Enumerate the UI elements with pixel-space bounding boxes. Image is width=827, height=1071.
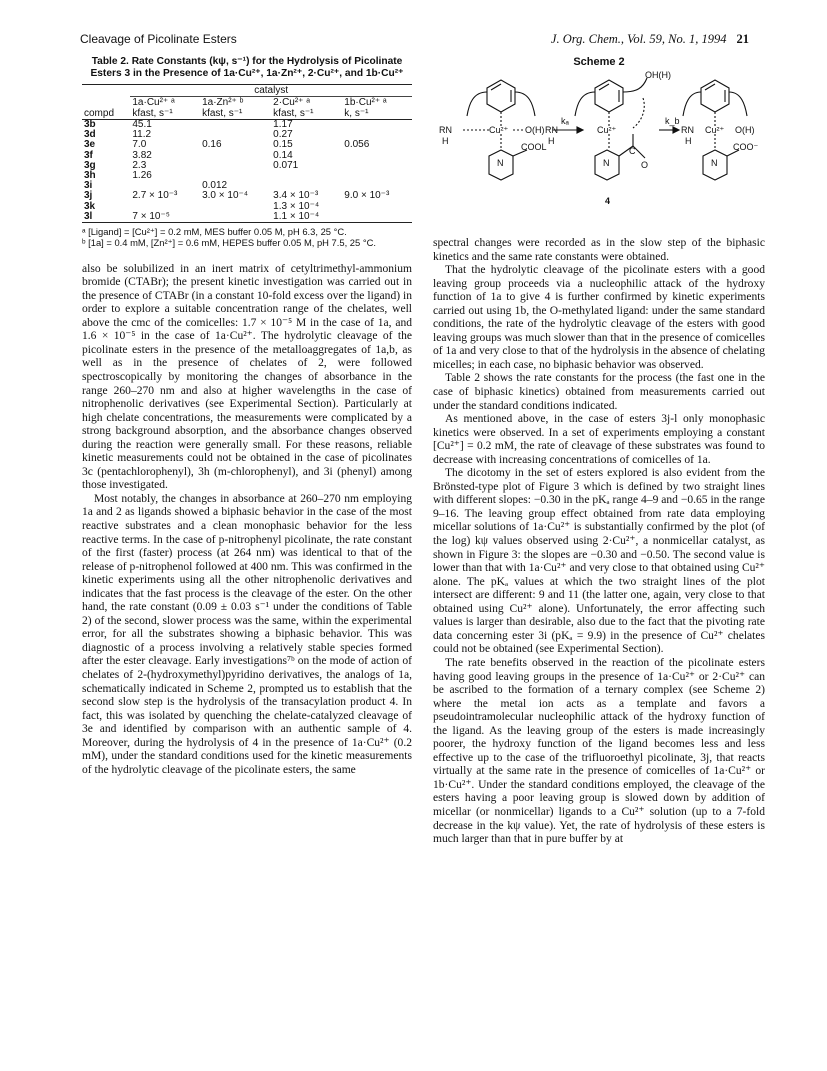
scheme-label-ohh: OH(H) — [645, 70, 671, 80]
rate-cell: 0.012 — [202, 180, 228, 192]
rate-cell — [271, 171, 342, 181]
scheme-label-rn-3: RN — [681, 125, 694, 135]
rate-cell — [200, 120, 271, 131]
rate-cell — [342, 151, 412, 161]
scheme-label-cool: COOL — [521, 142, 547, 152]
scheme-label-compound-4: 4 — [605, 196, 611, 206]
table-caption: Table 2. Rate Constants (kψ, s⁻¹) for the Hydrolysis of Picolinate Esters 3 in the Presence of 1a·Cu²⁺, 1a·Zn²⁺, 2·Cu²⁺, and 1b·Cu²⁺ — [90, 56, 404, 79]
scheme-label-o: O — [641, 160, 649, 170]
rate-cell: 1.3 × 10⁻⁴ — [273, 200, 320, 212]
col-unit-1: kfast, s⁻¹ — [130, 108, 200, 120]
right-paragraph-5: The dicotomy in the set of esters explored is also evident from the Brönsted-type plot of Figure 3 which is defined by two straight lines with different slopes: −0.30 in the pKₐ range 4–9 and −0.65 in the range 9–16. The leaving group effect obtained from rate data employing micellar solutions of 1a·Cu²⁺ is substantially confirmed by the plot (of the log) kψ values observed using 2·Cu²⁺, a nonmicellar catalyst, as shown in Figure 3: the slopes are −0.30 and −0.50. The second value is lower than that with 1a·Cu²⁺ and very close to that obtained using Cu²⁺ alone. The pKₐ values at which the two straight lines of the plot intersect are different: 9 and 11 (the latter one, again, very close to that obtained using Cu²⁺ alone). Unfortunately, the error affecting such values is larger than desirable, also due to the fact that the pivoting rate data concerning ester 3i (pKₐ = 9.9) in the presence of Cu²⁺ chelates could not be obtained (see Experimental Section). — [433, 467, 765, 656]
footnote-a: ᵃ [Ligand] = [Cu²⁺] = 0.2 mM, MES buffer 0.05 M, pH 6.3, 25 °C. — [82, 226, 347, 238]
table-body — [82, 120, 412, 223]
rate-cell: 3.4 × 10⁻³ — [273, 190, 319, 202]
scheme-label-h-3: H — [685, 136, 692, 146]
compound-cell: 3h — [84, 170, 96, 182]
rate-cell: 2.3 — [132, 159, 147, 171]
compound-cell: 3g — [84, 159, 96, 171]
col-header-1a-zn: 1a·Zn²⁺ ᵇ — [202, 97, 244, 108]
compound-cell: 3f — [84, 149, 93, 161]
table-row — [82, 212, 412, 223]
compound-cell: 3b — [84, 119, 96, 130]
scheme-label-oh-1: O(H) — [525, 125, 545, 135]
scheme-label-c: C — [629, 146, 636, 156]
footnote-b: ᵇ [1a] = 0.4 mM, [Zn²⁺] = 0.6 mM, HEPES buffer 0.05 M, pH 7.5, 25 °C. — [82, 236, 376, 248]
left-paragraph-2: Most notably, the changes in absorbance at 260–270 nm employing 1a and 2 as ligands showed a biphasic behavior in the case of the most reactive substrates and a clean monophasic behavior for the less reactive terms. In the case of p-nitrophenyl picolinate, the rate constant of the first (faster) process (at 264 nm) was identical to that of the release of p-nitrophenol followed at 400 nm. This was confirmed in the kinetic experiments using all the other nitrophenolic derivatives and indicates that the fast process is the cleavage of the ester. On the other hand, the rate constant (0.09 ± 0.03 s⁻¹ under the conditions of Table 2) of the second, slower process was the same, within the experimental error, for all the substrates showing a biphasic behavior. This was diagnostic of a process involving a relatively stable species formed after the ester cleavage. Early investigations⁷ᵇ on the mode of action of chelates of 2-(hydroxymethyl)pyridino derivatives, the analogs of 1a, schematically indicated in Scheme 2, prompted us to establish that the second slow step is the hydrolysis of the transacylation product 4. In fact, this was isolated by quenching the chelate-catalyzed cleavage of 3e and identified by comparison with an authentic sample of 4. Moreover, during the hydrolysis of 4 in the presence of 1a·Cu²⁺ (0.2 mM), under the standard conditions used for the kinetic measurements of the hydrolytic cleavage of the picolinate esters, the same — [82, 492, 412, 776]
rate-cell — [342, 212, 412, 223]
rate-cell — [200, 202, 271, 212]
journal-citation: J. Org. Chem., Vol. 59, No. 1, 1994 — [550, 32, 727, 46]
rate-cell: 0.071 — [273, 159, 299, 171]
scheme-label-ka: kₐ — [561, 116, 569, 126]
rate-cell — [200, 161, 271, 171]
compound-cell: 3d — [84, 129, 96, 141]
rate-cell: 0.27 — [273, 129, 293, 141]
rate-cell: 1.1 × 10⁻⁴ — [271, 212, 342, 223]
right-column — [433, 56, 765, 847]
rate-cell: 3.0 × 10⁻⁴ — [202, 190, 249, 202]
rate-cell: 0.056 — [344, 139, 370, 151]
table-row — [82, 191, 412, 201]
right-paragraph-4: As mentioned above, in the case of esters 3j-l only monophasic kinetics were observed. In a set of experiments employing a constant [Cu²⁺] = 0.2 mM, the rate of cleavage of these substrates was found to decrease with increasing concentrations of comicelles of 1a. — [433, 413, 765, 466]
compd-header: compd — [82, 108, 130, 120]
rate-constants-table — [82, 84, 412, 223]
scheme-label-n-3: N — [711, 158, 718, 168]
col-unit-2: kfast, s⁻¹ — [200, 108, 271, 120]
col-header-1b-cu: 1b·Cu²⁺ ᵃ — [344, 97, 387, 108]
compound-cell: 3l — [82, 212, 130, 223]
rate-cell: 0.15 — [273, 139, 293, 151]
page-number: 21 — [736, 32, 749, 46]
rate-cell — [342, 171, 412, 181]
rate-cell: 2.7 × 10⁻³ — [132, 190, 178, 202]
rate-cell: 1.26 — [132, 170, 152, 182]
scheme-label-n-2: N — [603, 158, 610, 168]
compound-cell: 3i — [84, 180, 93, 192]
scheme-2-diagram — [433, 70, 765, 220]
rate-cell: 11.2 — [132, 129, 152, 141]
right-paragraph-2: That the hydrolytic cleavage of the picolinate esters with a good leaving group proceeds via a nucleophilic attack of the hydroxy function of 1a to give 4 is further confirmed by kinetic experiments carried out using 1b, the O-methylated ligand: under the same standard conditions, the rate of the hydrolytic cleavage of the esters with good leaving groups was much slower than that in the presence of comicelles of 1a and very close to that of the hydrolysis in the absence of chelating micelles; in each case, no biphasic behavior was observed. — [433, 264, 765, 371]
col-unit-3: kfast, s⁻¹ — [271, 108, 342, 120]
scheme-title: Scheme 2 — [573, 56, 625, 68]
col-header-2-cu: 2·Cu²⁺ ᵃ — [273, 97, 310, 108]
table-row — [82, 171, 412, 181]
running-head-journal — [551, 32, 749, 47]
running-head-title: Cleavage of Picolinate Esters — [80, 32, 237, 46]
left-column — [82, 56, 412, 777]
scheme-label-cu-2: Cu²⁺ — [597, 125, 617, 135]
right-paragraph-3: Table 2 shows the rate constants for the process (the fast one in the case of biphasic kinetics) obtained from measurements carried out under the standard conditions indicated. — [433, 372, 765, 412]
rate-cell — [200, 151, 271, 161]
rate-cell — [342, 161, 412, 171]
right-paragraph-6: The rate benefits observed in the reaction of the picolinate esters having good leaving groups in the presence of 1a·Cu²⁺ or 2·Cu²⁺ can be ascribed to the formation of a ternary complex (see Scheme 2) where the metal ion acts as a template and favors a pseudointramolecular nucleophilic attack of the hydroxy function of the ligand. As the leaving group of the esters is made increasingly poorer, the hydroxy function of the ligand becomes less and less effective up to the case of the trifluoroethyl picolinate, 3j, that reacts virtually at the same rate in the presence of comicelles of 1a·Cu²⁺ or 1b·Cu²⁺. Under the standard conditions employed, the cleavage of the esters having a poor leaving group is slowed down by addition of micellar (or nonmicellar) ligands to a Cu²⁺ solution (up to a 7-fold decrease in the kψ value). Yet, the rate of hydrolysis of these esters is much larger than that in pure buffer by at — [433, 656, 765, 846]
rate-cell: 0.16 — [202, 139, 222, 151]
compound-cell: 3e — [84, 139, 96, 151]
rate-cell: 3.82 — [132, 149, 152, 161]
compound-cell: 3k — [84, 200, 96, 212]
rate-cell — [200, 212, 271, 223]
scheme-label-oh-3: O(H) — [735, 125, 755, 135]
scheme-label-rn-2: RN — [545, 125, 558, 135]
compound-cell: 3j — [84, 190, 93, 202]
rate-cell: 1.17 — [273, 119, 293, 130]
scheme-label-rn-1: RN — [439, 125, 452, 135]
rate-cell: 45.1 — [132, 119, 152, 130]
rate-cell: 9.0 × 10⁻³ — [344, 190, 390, 202]
scheme-label-h-2: H — [548, 136, 555, 146]
right-paragraph-1: spectral changes were recorded as in the slow step of the biphasic kinetics and the same rate constants were obtained. — [433, 237, 765, 263]
table-footnotes — [82, 227, 412, 249]
left-paragraph-1: also be solubilized in an inert matrix of cetyltrimethyl-ammonium bromide (CTABr); the present kinetic investigation was carried out in the presence of CTABr (in a constant 10-fold excess over the ligand) in order to explore a suitable concentration range of the chelates, well above the cmc of the comicelles: 1.7 × 10⁻⁵ M in the case of 1a, and 1.6 × 10⁻⁵ in the case of 1a·Cu²⁺. The hydrolytic cleavage of the picolinate esters in the presence of the metalloaggregates of 1a,b, as well as in the presence of chelates of 2, were followed spectroscopically by monitoring the changes of absorbance in the range 260–270 nm and also at higher wavelengths in the case of nitrophenolic derivatives (see Experimental Section). Particularly at high chelate concentrations, the measurements were complicated by a strong background absorption, and the absorbance changes observed during the reaction were generally small. For these reasons, reliable kinetic measurements could not be obtained in the case of picolinates 3c (pentachlorophenyl), 3h (m-chlorophenyl), and 3i (phenyl) among those investigated. — [82, 262, 412, 492]
rate-cell: 7 × 10⁻⁵ — [130, 212, 200, 223]
scheme-label-n-1: N — [497, 158, 504, 168]
rate-cell — [342, 120, 412, 131]
scheme-label-kb: k_b — [665, 116, 680, 126]
catalyst-header: catalyst — [130, 85, 412, 97]
scheme-label-h-1: H — [442, 136, 449, 146]
rate-cell: 0.14 — [273, 149, 293, 161]
scheme-label-cu-3: Cu²⁺ — [705, 125, 725, 135]
col-header-1a-cu: 1a·Cu²⁺ ᵃ — [132, 97, 175, 108]
col-unit-4: k, s⁻¹ — [342, 108, 412, 120]
rate-cell: 7.0 — [132, 139, 147, 151]
rate-cell — [342, 202, 412, 212]
scheme-label-coo: COO⁻ — [733, 142, 759, 152]
scheme-label-cu-1: Cu²⁺ — [489, 125, 509, 135]
